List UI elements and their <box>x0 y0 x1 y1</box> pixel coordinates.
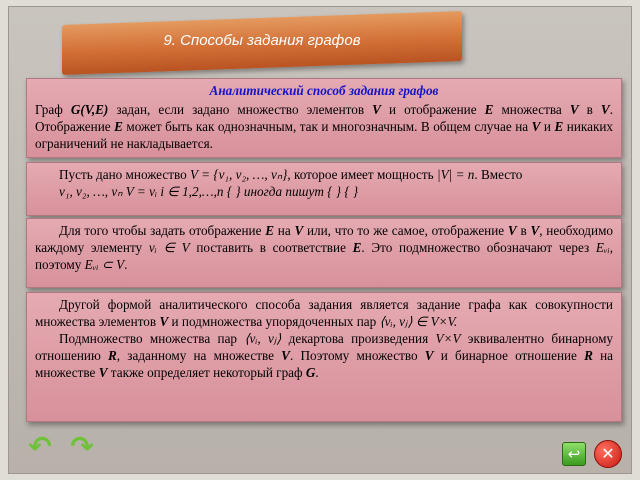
symbol-v: V <box>424 348 434 363</box>
panel-analytic-definition <box>26 78 622 158</box>
pair-formula: ⟨vᵢ, vⱼ⟩ ∈ V×V. <box>379 314 458 329</box>
close-icon[interactable]: ✕ <box>594 440 622 468</box>
return-arrow-icon[interactable]: ↩ <box>562 442 586 466</box>
symbol-v: V <box>507 223 517 238</box>
text-span: , необходимо каждому элементу <box>35 223 614 255</box>
slide-title: 9. Способы задания графов <box>163 32 361 49</box>
text-span: . Отображение <box>35 102 614 134</box>
definition-text <box>35 101 613 152</box>
text-span: и <box>540 119 555 134</box>
text-span: поставить в соответствие <box>189 240 353 255</box>
symbol-v: V <box>159 314 169 329</box>
panel-heading: Аналитический способ задания графов <box>209 83 439 98</box>
graph-symbol: G(V,E) <box>70 102 109 117</box>
pairs-paragraph-1 <box>35 296 613 330</box>
text-span: и бинарное отношение <box>433 348 585 363</box>
overlapping-formulas: v₁, v₂, …, vₙ V = vᵢ i ∈ 1,2,…,n { } иногда пишут { } { } <box>59 184 359 199</box>
text-span: эквивалентно бинарному отношению <box>35 331 614 363</box>
back-arrow-icon[interactable]: ↶ <box>28 430 52 463</box>
symbol-e: E <box>554 119 564 134</box>
set-formula: V = {v₁, v₂, …, vₙ} <box>190 167 288 182</box>
symbol-v: V <box>600 102 610 117</box>
symbol-v: V <box>531 119 541 134</box>
text-span: Граф <box>35 102 71 117</box>
text-span: . Вместо <box>474 167 523 182</box>
panel-mapping-definition <box>26 218 622 288</box>
symbol-v: V <box>569 102 579 117</box>
symbol-e: E <box>265 223 275 238</box>
symbol-r: R <box>108 348 117 363</box>
text-span: множества <box>493 102 570 117</box>
symbol-v: V <box>294 223 304 238</box>
text-span: , поэтому <box>35 240 613 272</box>
text-span: и подмножества упорядоченных пар <box>168 314 380 329</box>
text-span: Другой формой аналитического способа задания является задание графа как совокупности множества элементов <box>35 297 613 329</box>
text-span: Пусть дано множество <box>59 167 190 182</box>
panel-set-definition <box>26 162 622 216</box>
element-formula: vᵢ ∈ V <box>148 240 190 255</box>
text-span: никаких ограничений не накладывается. <box>35 119 614 151</box>
symbol-e: E <box>484 102 494 117</box>
text-span: . <box>315 365 319 380</box>
text-span: , которое имеет мощность <box>287 167 437 182</box>
symbol-e: E <box>352 240 362 255</box>
mapping-text <box>35 222 613 273</box>
text-span: Подмножество множества пар <box>59 331 245 346</box>
pairs-paragraph-2 <box>35 330 613 381</box>
symbol-v: V <box>281 348 290 363</box>
set-text <box>35 166 613 183</box>
text-span: декартова произведения <box>281 331 436 346</box>
text-span: также определяет некоторый граф <box>107 365 306 380</box>
text-span: . <box>124 257 128 272</box>
pair-formula: ⟨vᵢ, vⱼ⟩ <box>244 331 282 346</box>
symbol-v: V <box>98 365 108 380</box>
text-span: или, что то же самое, отображение <box>303 223 508 238</box>
cardinality-formula: |V| = n <box>436 167 475 182</box>
symbol-r: R <box>584 348 593 363</box>
subset-symbol: Eᵥᵢ <box>595 240 610 255</box>
symbol-v: V <box>530 223 540 238</box>
text-span: и отображение <box>380 102 485 117</box>
text-span: в <box>578 102 601 117</box>
symbol-g: G <box>305 365 316 380</box>
text-span: задан, если задано множество элементов <box>108 102 373 117</box>
text-span: . Поэтому множество <box>289 348 425 363</box>
cartesian-product: V×V <box>435 331 461 346</box>
symbol-v: V <box>372 102 381 117</box>
text-span: может быть как однозначным, так и многозначным. В общем случае на <box>122 119 532 134</box>
panel-pairs-definition <box>26 292 622 422</box>
text-span: . Это подмножество обозначают через <box>361 240 596 255</box>
text-span: , заданному на множестве <box>116 348 282 363</box>
text-span: в <box>516 223 531 238</box>
forward-arrow-icon[interactable]: ↷ <box>70 430 94 463</box>
subset-formula: Eᵥᵢ ⊂ V <box>84 257 125 272</box>
text-span: на <box>274 223 295 238</box>
text-span: на множестве <box>35 348 613 380</box>
symbol-e: E <box>114 119 123 134</box>
text-span: Для того чтобы задать отображение <box>59 223 266 238</box>
